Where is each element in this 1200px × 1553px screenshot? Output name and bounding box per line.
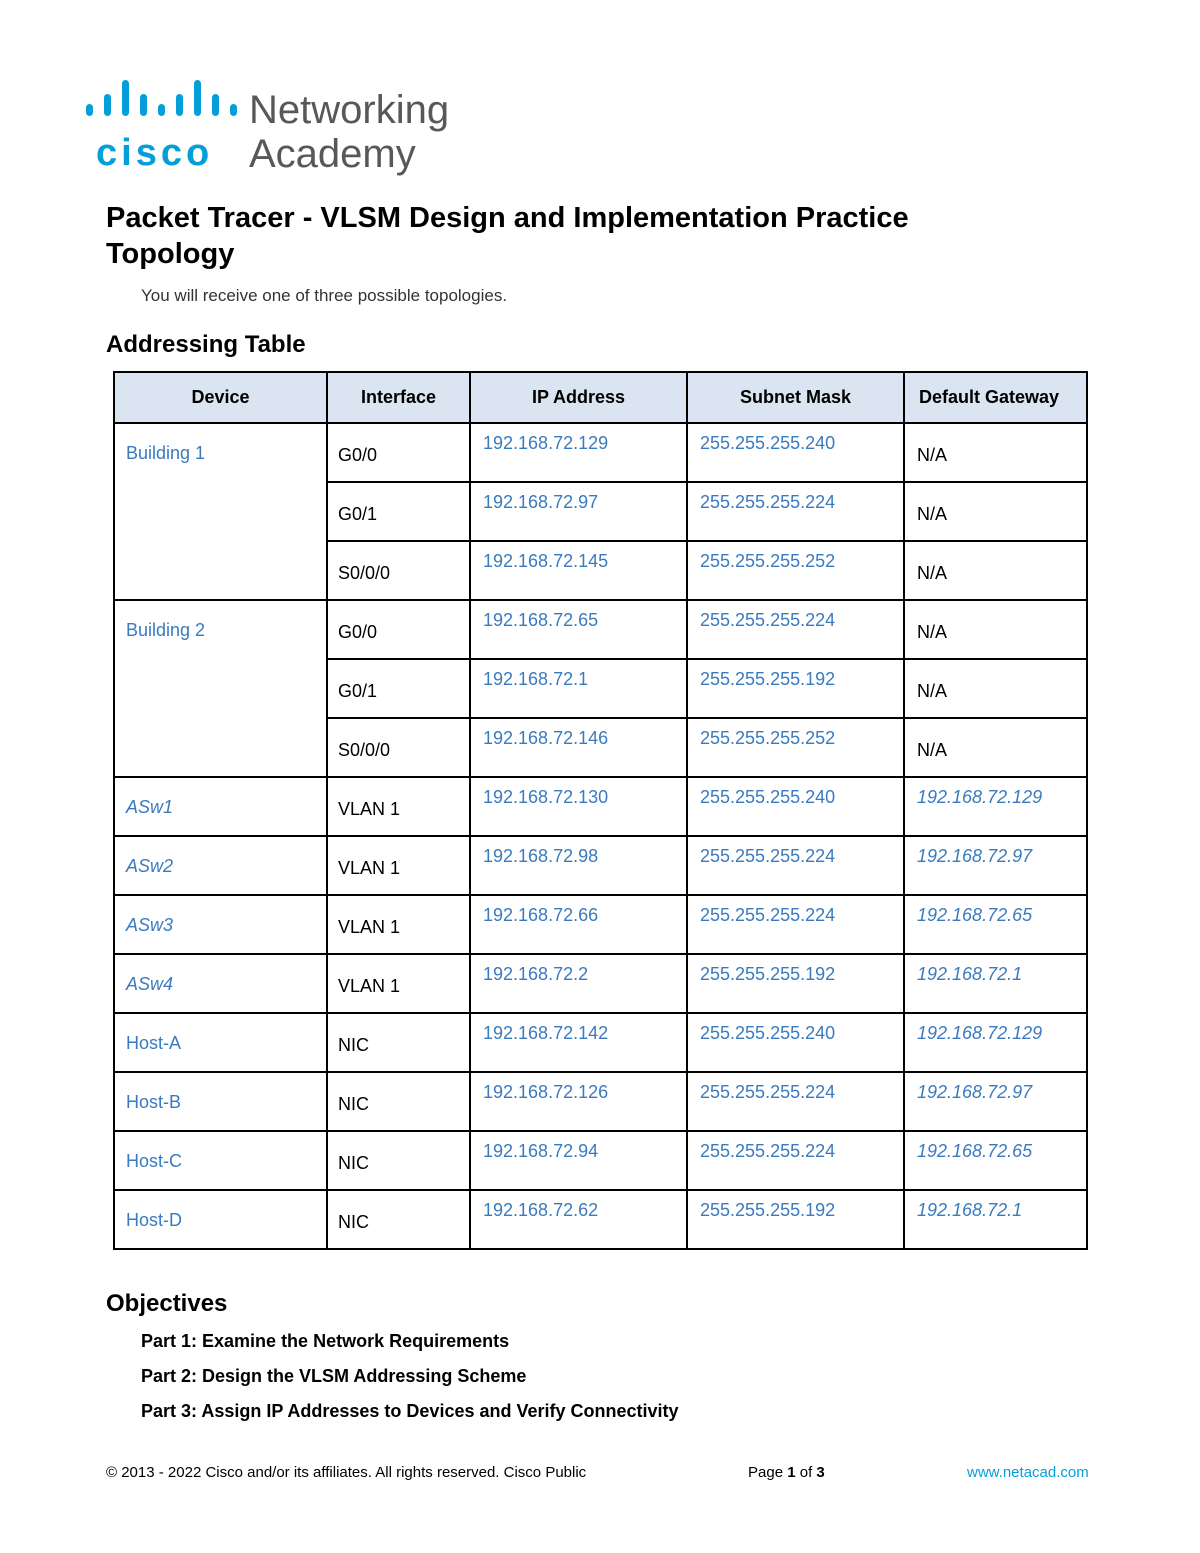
mask-value: 255.255.255.240 [700, 787, 836, 807]
ip-cell [470, 1190, 687, 1249]
gateway-value: 192.168.72.97 [917, 846, 1033, 866]
page-label: Page [748, 1464, 784, 1481]
device-cell [114, 777, 327, 836]
cisco-bars-icon [84, 86, 234, 130]
interface-value: G0/1 [338, 681, 378, 701]
ip-value: 192.168.72.142 [483, 1023, 609, 1043]
interface-cell [327, 1072, 470, 1131]
ip-value: 192.168.72.65 [483, 610, 599, 630]
interface-cell [327, 1190, 470, 1249]
logo-line-2: Academy [249, 132, 416, 176]
gateway-cell [904, 659, 1087, 718]
ip-cell [470, 659, 687, 718]
interface-cell [327, 600, 470, 659]
interface-value: G0/1 [338, 504, 378, 524]
mask-value: 255.255.255.240 [700, 1023, 836, 1043]
mask-value: 255.255.255.224 [700, 492, 836, 512]
mask-cell [687, 1131, 904, 1190]
mask-cell [687, 895, 904, 954]
ip-value: 192.168.72.126 [483, 1082, 609, 1102]
ip-cell [470, 895, 687, 954]
device-cell [114, 836, 327, 895]
header-ip-address: IP Address [470, 372, 687, 423]
interface-cell [327, 482, 470, 541]
mask-cell [687, 1190, 904, 1249]
interface-cell [327, 718, 470, 777]
gateway-value: 192.168.72.65 [917, 905, 1033, 925]
gateway-value: 192.168.72.129 [917, 787, 1043, 807]
mask-cell [687, 600, 904, 659]
footer-copyright: © 2013 - 2022 Cisco and/or its affiliates. All rights reserved. Cisco Public [106, 1464, 587, 1481]
cisco-networking-academy-logo [84, 86, 484, 182]
gateway-value: N/A [917, 563, 948, 583]
interface-value: NIC [338, 1212, 369, 1232]
objectives-heading: Objectives [106, 1290, 228, 1317]
gateway-value: 192.168.72.97 [917, 1082, 1033, 1102]
interface-value: VLAN 1 [338, 976, 401, 996]
mask-cell [687, 423, 904, 482]
ip-cell [470, 600, 687, 659]
ip-value: 192.168.72.98 [483, 846, 599, 866]
gateway-value: N/A [917, 445, 948, 465]
gateway-cell [904, 423, 1087, 482]
mask-cell [687, 541, 904, 600]
gateway-cell [904, 777, 1087, 836]
device-name: ASw4 [126, 974, 174, 994]
mask-value: 255.255.255.224 [700, 905, 836, 925]
interface-value: S0/0/0 [338, 740, 391, 760]
gateway-cell [904, 600, 1087, 659]
ip-cell [470, 718, 687, 777]
mask-value: 255.255.255.224 [700, 1141, 836, 1161]
mask-cell [687, 1072, 904, 1131]
gateway-cell [904, 1190, 1087, 1249]
page-current: 1 [787, 1464, 796, 1481]
gateway-cell [904, 836, 1087, 895]
interface-value: G0/0 [338, 622, 378, 642]
objective-item: Part 3: Assign IP Addresses to Devices and Verify Connectivity [141, 1401, 679, 1421]
mask-value: 255.255.255.240 [700, 433, 836, 453]
gateway-cell [904, 954, 1087, 1013]
device-cell [114, 423, 327, 600]
ip-cell [470, 777, 687, 836]
device-name: Host-A [126, 1033, 182, 1053]
addressing-table-heading: Addressing Table [106, 331, 306, 358]
ip-cell [470, 423, 687, 482]
logo-line-1: Networking [249, 88, 450, 132]
device-cell [114, 1190, 327, 1249]
interface-value: S0/0/0 [338, 563, 391, 583]
gateway-value: N/A [917, 504, 948, 524]
interface-cell [327, 895, 470, 954]
addressing-table [113, 371, 1088, 1250]
gateway-cell [904, 1072, 1087, 1131]
page-title [106, 200, 1056, 272]
gateway-value: N/A [917, 681, 948, 701]
gateway-cell [904, 1131, 1087, 1190]
mask-value: 255.255.255.192 [700, 964, 836, 984]
interface-cell [327, 423, 470, 482]
ip-cell [470, 1013, 687, 1072]
ip-value: 192.168.72.1 [483, 669, 589, 689]
table-row [114, 1013, 1087, 1072]
objectives-list [141, 1328, 679, 1433]
interface-cell [327, 659, 470, 718]
ip-value: 192.168.72.129 [483, 433, 609, 453]
gateway-cell [904, 482, 1087, 541]
mask-value: 255.255.255.224 [700, 1082, 836, 1102]
netacad-link[interactable]: www.netacad.com [967, 1464, 1089, 1481]
mask-value: 255.255.255.224 [700, 610, 836, 630]
interface-cell [327, 954, 470, 1013]
device-name: Host-C [126, 1151, 183, 1171]
interface-value: G0/0 [338, 445, 378, 465]
interface-value: NIC [338, 1153, 369, 1173]
gateway-cell [904, 1013, 1087, 1072]
gateway-value: 192.168.72.65 [917, 1141, 1033, 1161]
mask-cell [687, 482, 904, 541]
mask-value: 255.255.255.192 [700, 1200, 836, 1220]
device-name: Building 1 [126, 443, 206, 463]
device-name: Building 2 [126, 620, 206, 640]
footer-page-number [748, 1464, 825, 1481]
device-cell [114, 1072, 327, 1131]
interface-value: NIC [338, 1035, 369, 1055]
header-subnet-mask: Subnet Mask [687, 372, 904, 423]
interface-value: NIC [338, 1094, 369, 1114]
table-row [114, 423, 1087, 482]
objective-item: Part 1: Examine the Network Requirements [141, 1331, 510, 1351]
device-name: Host-B [126, 1092, 182, 1112]
device-name: Host-D [126, 1210, 183, 1230]
device-name: ASw2 [126, 856, 174, 876]
ip-cell [470, 1072, 687, 1131]
mask-value: 255.255.255.224 [700, 846, 836, 866]
device-cell [114, 895, 327, 954]
mask-value: 255.255.255.192 [700, 669, 836, 689]
ip-value: 192.168.72.97 [483, 492, 599, 512]
ip-cell [470, 954, 687, 1013]
ip-value: 192.168.72.146 [483, 728, 609, 748]
gateway-value: N/A [917, 740, 948, 760]
device-cell [114, 1013, 327, 1072]
mask-cell [687, 1013, 904, 1072]
mask-cell [687, 836, 904, 895]
topology-note: You will receive one of three possible topologies. [141, 286, 508, 305]
interface-value: VLAN 1 [338, 799, 401, 819]
academy-wordmark [249, 88, 449, 176]
device-name: ASw1 [126, 797, 174, 817]
ip-value: 192.168.72.2 [483, 964, 589, 984]
ip-cell [470, 1131, 687, 1190]
device-cell [114, 954, 327, 1013]
cisco-wordmark: cisco [96, 132, 214, 174]
interface-cell [327, 777, 470, 836]
interface-cell [327, 836, 470, 895]
mask-cell [687, 954, 904, 1013]
title-text: Packet Tracer - VLSM Design and Implementation Practice Topology [106, 202, 909, 270]
mask-cell [687, 659, 904, 718]
interface-cell [327, 541, 470, 600]
interface-cell [327, 1013, 470, 1072]
ip-value: 192.168.72.130 [483, 787, 609, 807]
mask-value: 255.255.255.252 [700, 728, 836, 748]
table-row [114, 1190, 1087, 1249]
objective-item: Part 2: Design the VLSM Addressing Scheme [141, 1366, 527, 1386]
table-row [114, 1131, 1087, 1190]
gateway-value: 192.168.72.1 [917, 1200, 1023, 1220]
device-name: ASw3 [126, 915, 174, 935]
gateway-value: 192.168.72.129 [917, 1023, 1043, 1043]
interface-value: VLAN 1 [338, 858, 401, 878]
gateway-value: N/A [917, 622, 948, 642]
interface-value: VLAN 1 [338, 917, 401, 937]
ip-value: 192.168.72.94 [483, 1141, 599, 1161]
header-interface: Interface [327, 372, 470, 423]
interface-cell [327, 1131, 470, 1190]
mask-value: 255.255.255.252 [700, 551, 836, 571]
device-cell [114, 600, 327, 777]
mask-cell [687, 777, 904, 836]
ip-value: 192.168.72.66 [483, 905, 599, 925]
table-row [114, 1072, 1087, 1131]
ip-cell [470, 836, 687, 895]
gateway-cell [904, 718, 1087, 777]
mask-cell [687, 718, 904, 777]
header-default-gateway: Default Gateway [904, 372, 1087, 423]
gateway-cell [904, 895, 1087, 954]
device-cell [114, 1131, 327, 1190]
header-device: Device [114, 372, 327, 423]
page-total: 3 [816, 1464, 825, 1481]
table-header-row [114, 372, 1087, 423]
table-row [114, 954, 1087, 1013]
table-row [114, 895, 1087, 954]
ip-cell [470, 482, 687, 541]
table-row [114, 836, 1087, 895]
table-row [114, 777, 1087, 836]
table-row [114, 600, 1087, 659]
gateway-cell [904, 541, 1087, 600]
ip-value: 192.168.72.62 [483, 1200, 599, 1220]
gateway-value: 192.168.72.1 [917, 964, 1023, 984]
ip-cell [470, 541, 687, 600]
ip-value: 192.168.72.145 [483, 551, 609, 571]
page-of: of [799, 1464, 813, 1481]
